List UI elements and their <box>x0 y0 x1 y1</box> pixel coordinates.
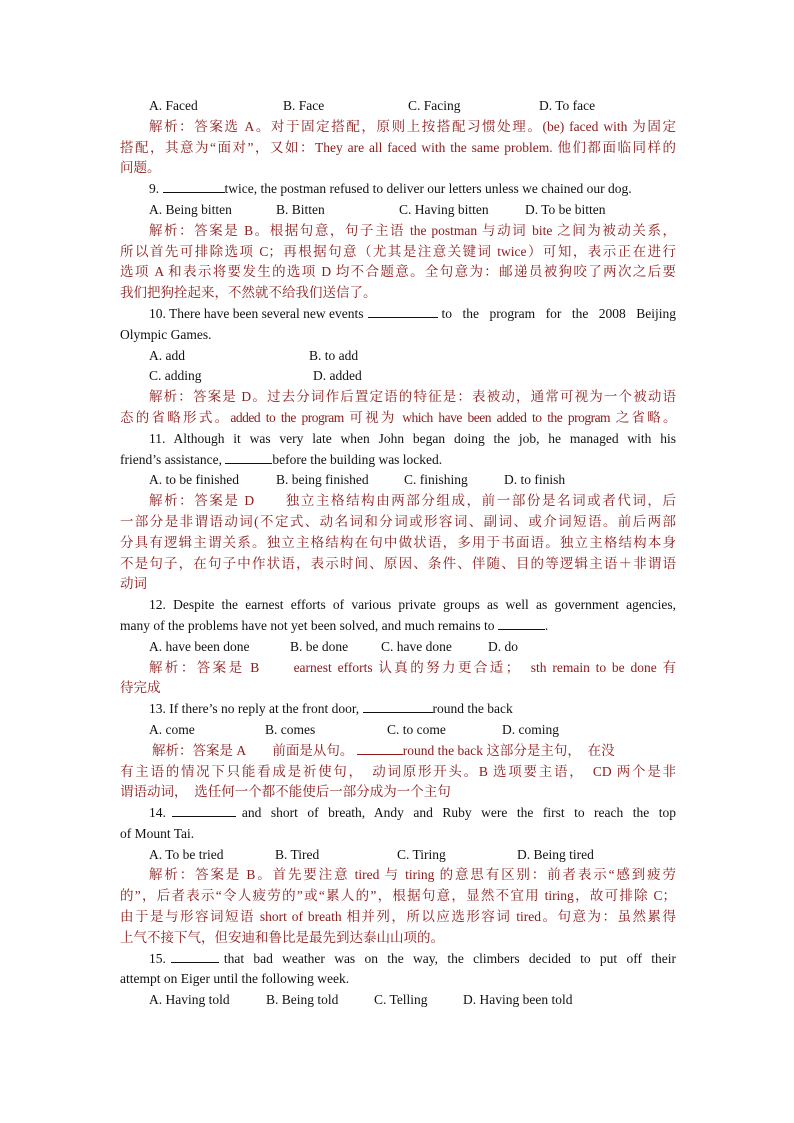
q14-analysis-line: 的”，后者表示“令人疲劳的”或“累人的”，根据句意，显然不宜用 tiring，故可排除 C； <box>120 888 676 904</box>
q10-analysis-line: 解析：答案是 D。过去分词作后置定语的特征是：表被动，通常可视为一个被动语 <box>149 389 676 405</box>
q14-option-a: A. To be tried <box>149 846 224 862</box>
q8-options <box>120 96 676 117</box>
q9-option-a: A. Being bitten <box>149 201 232 217</box>
q15-option-d: D. Having been told <box>463 992 573 1008</box>
q10-stem-part-a: 10. There have been several new events <box>149 305 364 321</box>
q12-stem-part-b: . <box>544 617 549 633</box>
q8-analysis-line: 解析：答案选 A。对于固定搭配，原则上按搭配习惯处理。(be) faced with 为固定 <box>149 118 676 134</box>
q13-stem-part-b: round the back <box>432 701 513 717</box>
q15-number: 15. <box>149 950 166 966</box>
q9-stem <box>120 179 676 200</box>
q11-stem-part-a: friend’s assistance, <box>120 451 222 467</box>
q13-analysis-line1 <box>120 741 676 762</box>
q13-analysis-blank <box>357 741 403 755</box>
q10-options-row2 <box>120 366 676 387</box>
q14-options <box>120 845 676 866</box>
q14-option-b: B. Tired <box>275 846 320 862</box>
q14-number: 14. <box>149 805 166 821</box>
q9-analysis-line: 所以首先可排除选项 C；再根据句意（尤其是注意关键词 twice）可知，表示正在进行 <box>120 243 676 259</box>
q13-option-d: D. coming <box>502 721 559 737</box>
q11-option-b: B. being finished <box>276 472 369 488</box>
q14-analysis-line: 由于是与形容词短语 short of breath 相并列，所以应选形容词 tired。句意为：虽然累得 <box>120 909 676 925</box>
q12-stem-line1: 12. Despite the earnest efforts of various private groups as well as government agencies, <box>149 597 676 613</box>
q9-number: 9. <box>149 181 160 197</box>
q15-option-b: B. Being told <box>266 992 339 1008</box>
q9-option-d: D. To be bitten <box>525 201 606 217</box>
q15-options <box>120 990 676 1011</box>
q12-analysis-line: 解析：答案是 B earnest efforts 认真的努力更合适； sth remain to be done 有 <box>149 659 676 675</box>
q15-option-a: A. Having told <box>149 992 230 1008</box>
q14-analysis-line: 解析：答案是 B。首先要注意 tired 与 tiring 的意思有区别：前者表示“感到疲劳 <box>149 867 676 883</box>
q12-stem-part-a: many of the problems have not yet been solved, and much remains to <box>120 617 495 633</box>
q8-option-c: C. Facing <box>408 98 461 113</box>
q11-analysis-line: 不是句子，在句子中作状语，表示时间、原因、条件、伴随、目的等逻辑主语＋非谓语 <box>120 555 676 571</box>
q12-blank <box>498 616 545 630</box>
q13-stem-part-a: 13. If there’s no reply at the front door, <box>149 701 360 717</box>
q11-analysis-line: 分具有逻辑主谓关系。独立主格结构在句中做状语，多用于书面语。独立主格结构本身 <box>120 534 676 550</box>
q9-options <box>120 200 676 221</box>
q13-analysis-line: 谓语动词， 选任何一个都不能使后一部分成为一个主句 <box>120 784 451 800</box>
q8-option-a: A. Faced <box>149 98 198 113</box>
q13-option-b: B. comes <box>265 721 316 737</box>
q10-analysis-line: 态的省略形式。added to the program 可视为 which have been added to the program 之省略。 <box>120 409 676 425</box>
q12-options <box>120 637 676 658</box>
q11-option-d: D. to finish <box>504 472 566 488</box>
q14-option-c: C. Tiring <box>397 846 446 862</box>
q10-blank <box>368 304 438 318</box>
q11-options <box>120 470 676 491</box>
q13-analysis-part-b: round the back 这部分是主句， 在没 <box>402 742 615 758</box>
document-page <box>120 96 676 1011</box>
q14-stem-part-b: and short of breath, Andy and Ruby were the first to reach the top <box>241 805 676 821</box>
q14-blank <box>172 803 236 817</box>
q12-option-a: A. have been done <box>149 638 250 654</box>
q13-option-a: A. come <box>149 721 195 737</box>
q11-analysis-line: 一部分是非谓语动词(不定式、动名词和分词或形容词、副词、或介词短语。前后两部 <box>120 513 676 529</box>
q11-stem-line2 <box>120 450 676 471</box>
q12-analysis-line: 待完成 <box>120 680 161 696</box>
q9-option-b: B. Bitten <box>276 201 325 217</box>
q14-stem-line2: of Mount Tai. <box>120 825 195 841</box>
q8-option-d: D. To face <box>539 98 596 113</box>
q12-option-d: D. do <box>488 638 518 654</box>
q11-analysis-line: 动词 <box>120 576 147 592</box>
q10-stem-line2: Olympic Games. <box>120 326 212 342</box>
q15-stem-part-b: that bad weather was on the way, the climbers decided to put off their <box>223 950 676 966</box>
q12-stem-line2 <box>120 616 676 637</box>
q13-stem <box>120 699 676 720</box>
q10-option-a: A. add <box>149 347 185 363</box>
q15-stem <box>120 949 676 970</box>
q8-option-b: B. Face <box>283 98 325 113</box>
q13-analysis-line: 有主语的情况下只能看成是祈使句， 动词原形开头。B 选项要主语， CD 两个是非 <box>120 763 676 779</box>
q15-option-c: C. Telling <box>374 992 428 1008</box>
q9-option-c: C. Having bitten <box>399 201 489 217</box>
q9-analysis-line: 我们把狗拴起来，不然就不给我们送信了。 <box>120 285 377 301</box>
q13-options <box>120 720 676 741</box>
q15-blank <box>171 949 219 963</box>
q14-option-d: D. Being tired <box>517 846 594 862</box>
q11-option-a: A. to be finished <box>149 472 239 488</box>
q12-option-c: C. have done <box>381 638 452 654</box>
q8-analysis-line: 问题。 <box>120 160 161 176</box>
q9-blank <box>163 179 225 193</box>
q12-option-b: B. be done <box>290 638 349 654</box>
q15-stem-line2: attempt on Eiger until the following week. <box>120 971 350 987</box>
q13-blank <box>363 699 433 713</box>
q8-analysis-line: 搭配，其意为“面对”，又如：They are all faced with the same problem. 他们都面临同样的 <box>120 139 676 155</box>
q9-analysis-line: 选项 A 和表示将要发生的选项 D 均不合题意。全句意为：邮递员被狗咬了两次之后要 <box>120 264 676 280</box>
q11-stem-line1: 11. Although it was very late when John began doing the job, he managed with his <box>149 430 676 446</box>
q13-analysis-part-a: 解析：答案是 A 前面是从句。 <box>152 742 354 758</box>
q11-analysis-line: 解析：答案是 D 独立主格结构由两部分组成，前一部份是名词或者代词，后 <box>149 493 676 509</box>
q10-option-d: D. added <box>313 368 362 384</box>
q11-stem-part-b: before the building was locked. <box>272 451 443 467</box>
q14-analysis-line: 上气不接下气，但安迪和鲁比是最先到达泰山山项的。 <box>120 929 444 945</box>
q10-stem-part-b: to the program for the 2008 Beijing <box>441 305 676 321</box>
q10-option-c: C. adding <box>149 368 202 384</box>
q11-blank <box>225 450 272 464</box>
q11-option-c: C. finishing <box>404 472 468 488</box>
q10-option-b: B. to add <box>309 347 359 363</box>
q10-options-row1 <box>120 346 676 367</box>
q10-stem <box>120 304 676 325</box>
q9-stem-text: twice, the postman refused to deliver our letters unless we chained our dog. <box>224 181 632 197</box>
q9-analysis-line: 解析：答案是 B。根据句意，句子主语 the postman 与动词 bite 之间为被动关系， <box>149 222 676 238</box>
q14-stem <box>120 803 676 824</box>
q13-option-c: C. to come <box>387 721 446 737</box>
